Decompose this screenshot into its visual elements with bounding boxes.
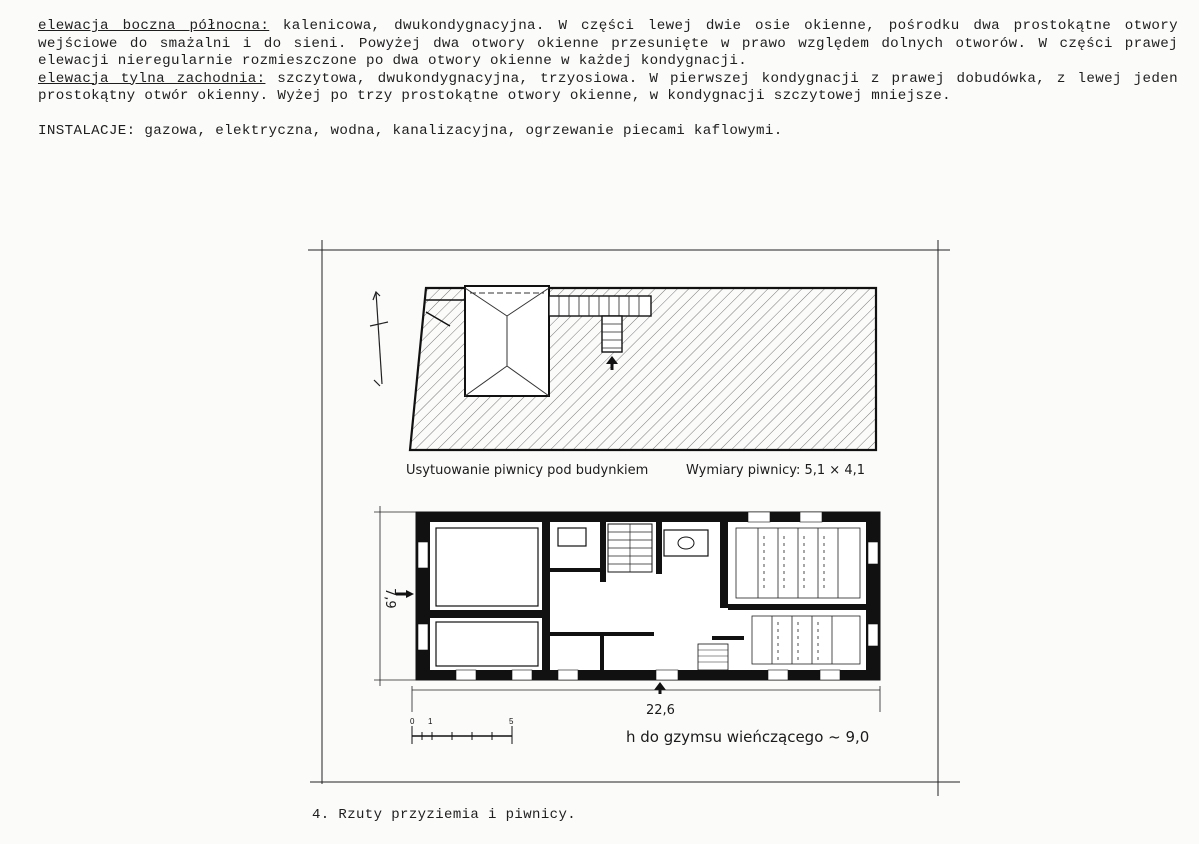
paragraph-north-elevation	[38, 18, 1178, 71]
north-arrow-icon	[370, 292, 388, 386]
floor-plan-drawing	[300, 236, 960, 796]
cellar-site-plan	[410, 286, 876, 450]
installations-line: INSTALACJE: gazowa, elektryczna, wodna, kanalizacyjna, ogrzewanie piecami kaflowymi.	[38, 122, 783, 139]
cellar-dimensions-label: Wymiary piwnicy: 5,1 × 4,1	[686, 463, 865, 478]
figure-caption: 4. Rzuty przyziemia i piwnicy.	[312, 807, 577, 823]
scale-zero: 0	[410, 717, 415, 726]
length-dimension-label: 22,6	[646, 703, 675, 718]
north-elevation-body: kalenicowa, dwukondygnacyjna. W części lewej dwie osie okienne, pośrodku dwa prostokątne otwory wejściowe do smażalni i do sieni. Powyżej dwa otwory okienne przesunięte w prawo względem dolnych otworów. W części prawej elewacji nieregularnie rozmieszczone po dwa otwory okienne w każdej kondygnacji.	[38, 18, 1178, 69]
ground-floor-plan	[396, 512, 880, 694]
scale-one: 1	[428, 717, 433, 726]
west-elevation-label: elewacja tylna zachodnia:	[38, 70, 266, 87]
depth-dimension-label: 7,9	[382, 588, 397, 609]
paragraph-west-elevation	[38, 71, 1178, 106]
north-elevation-label: elewacja boczna północna:	[38, 18, 270, 34]
height-note: h do gzymsu wieńczącego ~ 9,0	[626, 728, 870, 746]
description-text	[38, 18, 1178, 140]
scale-bar	[412, 726, 512, 744]
west-elevation-body: szczytowa, dwukondygnacyjna, trzyosiowa. W pierwszej kondygnacji z prawej dobudówka, z lewej jeden prostokątny otwór okienny. Wyżej po trzy prostokątne otwory okienne, w kondygnacji szczytowej mniejsze.	[38, 70, 1178, 104]
cellar-location-label: Usytuowanie piwnicy pod budynkiem	[406, 463, 649, 478]
scale-five: 5	[509, 717, 514, 726]
